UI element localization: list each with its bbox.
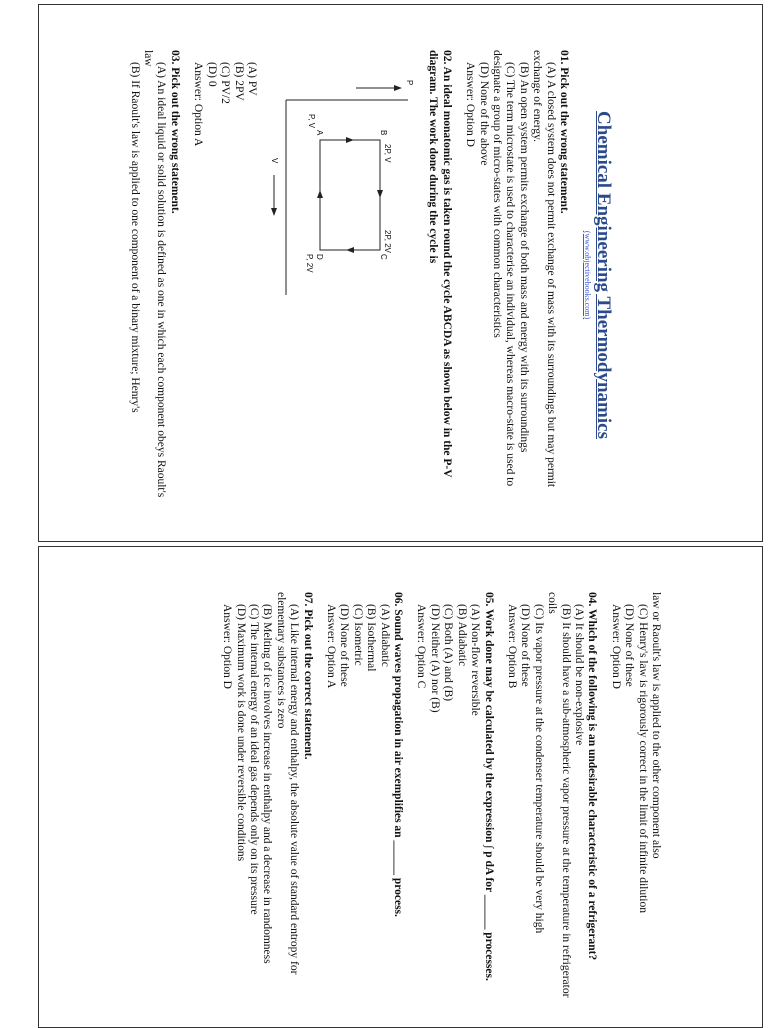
option: (C) PV/2	[219, 62, 232, 104]
answer: Answer: Option C	[415, 604, 428, 689]
question-01	[463, 50, 570, 500]
question-04	[505, 592, 599, 1012]
option: (C) The term microstate is used to characterise an individual, whereas macro-state is used to designate a group of micro-states with common characteristics	[490, 50, 517, 487]
question-02	[191, 50, 453, 500]
answer: Answer: Option D	[609, 604, 622, 689]
option: (A) A closed system does not permit exchange of mass with its surroundings but may permit exchange of energy.	[531, 50, 557, 488]
question-stem: 07. Pick out the correct statement.	[301, 592, 314, 760]
option: (B) 2PV	[232, 62, 245, 101]
point-c-coord: 2P, 2V	[382, 230, 392, 253]
answer: Answer: Option A	[325, 604, 338, 689]
option: (A) PV	[245, 62, 258, 96]
point-d-coord: P, 2V	[304, 254, 314, 273]
point-b-coord: 2P, V	[382, 144, 392, 163]
question-05	[414, 592, 494, 1012]
answer: Answer: Option A	[192, 62, 205, 147]
page-bottom-content	[82, 592, 662, 1012]
option: (C) Isometric	[351, 604, 364, 666]
answer: Answer: Option B	[505, 604, 518, 689]
option: (A) Like internal energy and enthalpy, the absolute value of standard entropy for elementary substances is zero	[274, 592, 301, 975]
option: (B) Adiabatic	[455, 604, 468, 667]
option: (D) Maximum work is done under reversible conditions	[234, 604, 247, 862]
option: (B) Isothermal	[365, 604, 378, 672]
option: (A) Non-flow reversible	[469, 604, 482, 716]
option: (D) None of these	[623, 604, 636, 687]
pv-diagram	[266, 80, 416, 310]
option: (D) None of the above	[477, 62, 490, 166]
option: (C) Both (A) and (B)	[442, 604, 455, 702]
option: (B) It should have a sub-atmospheric vapor pressure at the temperature in refrigerator coils	[546, 592, 572, 998]
axis-p-label: P	[404, 80, 414, 86]
option: (B) Melting of ice involves increase in enthalpy and a decrease in randomness	[261, 604, 274, 964]
option: (A) An ideal liquid or solid solution is defined as one in which each component obeys Raoult's law	[142, 50, 168, 498]
option: (A) Adiabatic	[378, 604, 391, 667]
question-stem: 02. An ideal monatomic gas is taken round the cycle ABCDA as shown below in the P-V diagram. The work done during the cycle is	[427, 50, 453, 478]
site-link[interactable]: (www.objectivebooks.com)	[583, 230, 592, 320]
point-d-label: D	[314, 254, 324, 260]
question-stem: 04. Which of the following is an undesirable characteristic of a refrigerant?	[586, 592, 599, 961]
document-title: Chemical Engineering Thermodynamics	[593, 111, 614, 439]
option: (C) Its vapor pressure at the condenser temperature should be very high	[532, 604, 545, 934]
question-stem: 06. Sound waves propagation in air exemplifies an ______ process.	[392, 592, 405, 917]
page-top-content	[92, 50, 672, 500]
option: (D) 0	[205, 62, 218, 87]
point-b-label: B	[378, 130, 388, 136]
option: (B) An open system permits exchange of both mass and energy with its surroundings	[517, 62, 530, 453]
point-a-coord: P, V	[306, 114, 316, 129]
option-part: law or Raoult's law is applied to the other component also	[650, 592, 662, 859]
option: (A) It should be non-explosive	[572, 604, 585, 746]
answer: Answer: Option D	[464, 62, 477, 147]
question-stem: 01. Pick out the wrong statement.	[558, 50, 570, 214]
question-stem: 03. Pick out the wrong statement.	[168, 50, 181, 214]
question-stem: 05. Work done may be calculated by the expression ∫ p dA for ______ processes.	[482, 592, 495, 981]
option: (D) Neither (A) nor (B)	[428, 604, 441, 713]
option: (C) The internal energy of an ideal gas depends only on its pressure	[248, 604, 261, 915]
question-07	[220, 592, 314, 1012]
question-03	[127, 50, 181, 500]
option: (D) None of these	[338, 604, 351, 687]
question-03-continued	[608, 592, 662, 1012]
option: (C) Henry's law is rigorously correct in the limit of infinite dilution	[636, 604, 649, 914]
option-part: (B) If Raoult's law is applied to one component of a binary mixture; Henry's	[128, 62, 141, 413]
question-06	[324, 592, 404, 1012]
axis-v-label: V	[269, 158, 279, 164]
point-a-label: A	[314, 130, 324, 136]
answer: Answer: Option D	[221, 604, 234, 689]
point-c-label: C	[378, 254, 388, 260]
option: (D) None of these	[519, 604, 532, 687]
